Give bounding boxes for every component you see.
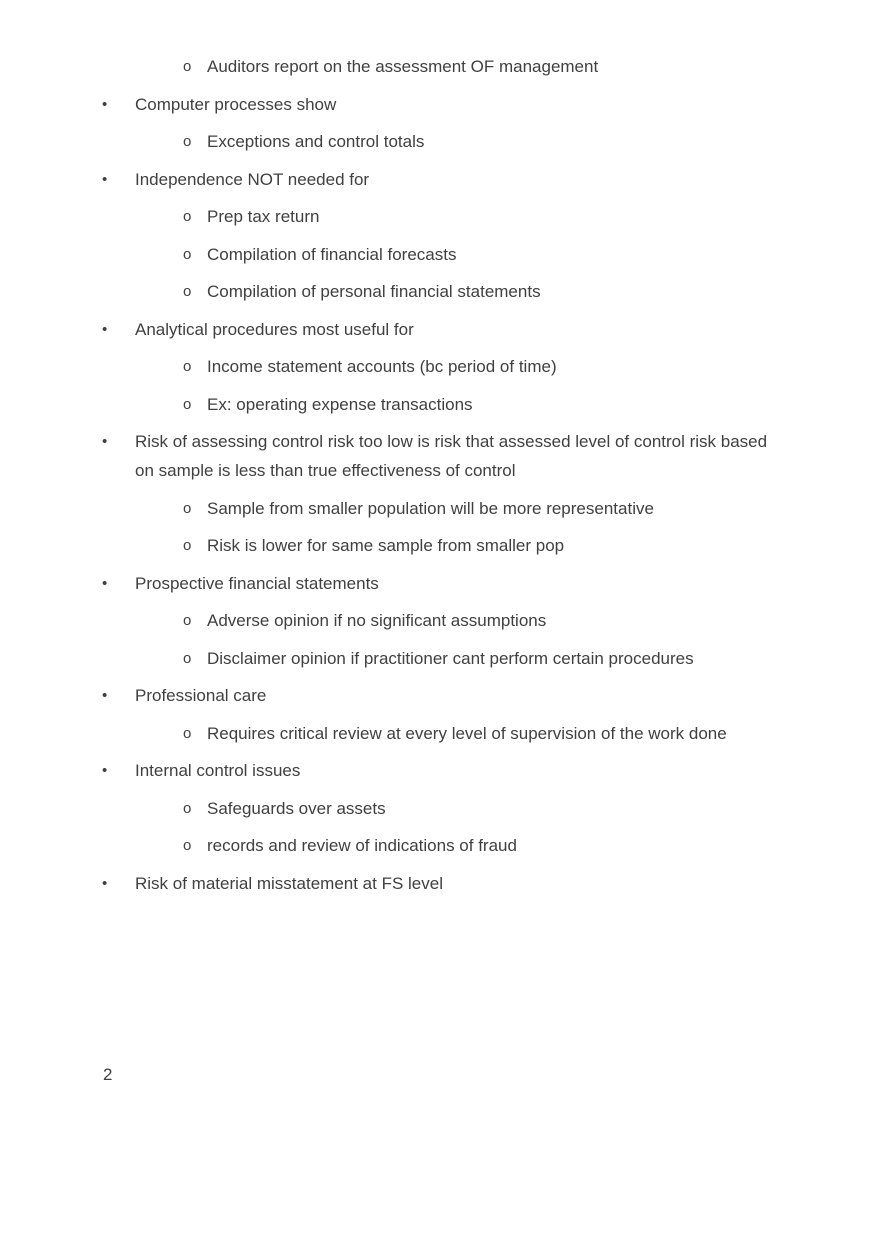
list-item-text: Prospective financial statements: [135, 573, 379, 593]
circle-bullet-icon: o: [183, 649, 192, 667]
list-item-text: Disclaimer opinion if practitioner cant perform certain procedures: [207, 648, 694, 668]
sub-list-item: [0, 831, 775, 860]
list-item-text: records and review of indications of fraud: [207, 836, 517, 855]
circle-bullet-icon: o: [183, 58, 192, 75]
list-item: [0, 569, 775, 598]
list-item-text: Risk of material misstatement at FS level: [135, 873, 443, 893]
bullet-icon: •: [102, 320, 108, 338]
list-item-text: Auditors report on the assessment OF management: [207, 57, 599, 76]
circle-bullet-icon: o: [183, 537, 192, 554]
sub-list-item: [0, 52, 775, 81]
sub-list-item: [0, 202, 775, 231]
list-item-text: Safeguards over assets: [207, 798, 386, 818]
list-item: [0, 315, 775, 344]
bullet-list: [0, 52, 775, 906]
list-item-text: Prep tax return: [207, 207, 320, 226]
circle-bullet-icon: o: [183, 358, 192, 375]
circle-bullet-icon: o: [183, 837, 192, 854]
sub-list-item: [0, 240, 775, 269]
sub-list-item: [0, 494, 775, 523]
list-item-text: Computer processes show: [135, 94, 337, 114]
list-item: [0, 869, 775, 898]
sub-list-item: [0, 127, 775, 156]
circle-bullet-icon: o: [183, 133, 192, 150]
bullet-icon: •: [102, 874, 108, 892]
list-item-text: Analytical procedures most useful for: [135, 319, 414, 339]
list-item: [0, 756, 775, 785]
list-item-text: Compilation of personal financial statements: [207, 282, 541, 301]
circle-bullet-icon: o: [183, 395, 192, 413]
list-item-text: Internal control issues: [135, 761, 301, 780]
circle-bullet-icon: o: [183, 208, 192, 225]
list-item-text: Income statement accounts (bc period of time): [207, 357, 557, 376]
bullet-icon: •: [102, 687, 108, 704]
bullet-icon: •: [102, 170, 108, 188]
list-item-text: Risk is lower for same sample from smaller pop: [207, 536, 565, 555]
sub-list-item: [0, 390, 775, 419]
circle-bullet-icon: o: [183, 799, 192, 817]
list-item: [0, 681, 775, 710]
list-item-text: Independence NOT needed for: [135, 169, 370, 189]
list-item-text: Exceptions and control totals: [207, 132, 425, 151]
circle-bullet-icon: o: [183, 245, 192, 263]
sub-list-item: [0, 277, 775, 306]
list-item-text: Sample from smaller population will be more representative: [207, 498, 654, 518]
list-item-text: Adverse opinion if no significant assumptions: [207, 611, 547, 630]
page-number: 2: [103, 1065, 113, 1084]
circle-bullet-icon: o: [183, 283, 192, 300]
sub-list-item: [0, 719, 775, 748]
list-item: [0, 427, 775, 485]
bullet-icon: •: [102, 433, 108, 450]
sub-list-item: [0, 644, 775, 673]
bullet-icon: •: [102, 95, 108, 113]
sub-list-item: [0, 794, 775, 823]
list-item-text: Requires critical review at every level of supervision of the work done: [207, 723, 727, 743]
list-item-text: Risk of assessing control risk too low is risk that assessed level of control risk based on sample is less than true effectiveness of control: [135, 432, 768, 480]
circle-bullet-icon: o: [183, 612, 192, 629]
list-item-text: Professional care: [135, 686, 267, 705]
sub-list-item: [0, 531, 775, 560]
circle-bullet-icon: o: [183, 724, 192, 742]
bullet-icon: •: [102, 762, 108, 779]
bullet-icon: •: [102, 574, 108, 592]
list-item: [0, 165, 775, 194]
sub-list-item: [0, 606, 775, 635]
circle-bullet-icon: o: [183, 499, 192, 517]
list-item-text: Compilation of financial forecasts: [207, 244, 457, 264]
sub-list-item: [0, 352, 775, 381]
list-item-text: Ex: operating expense transactions: [207, 394, 473, 414]
list-item: [0, 90, 775, 119]
